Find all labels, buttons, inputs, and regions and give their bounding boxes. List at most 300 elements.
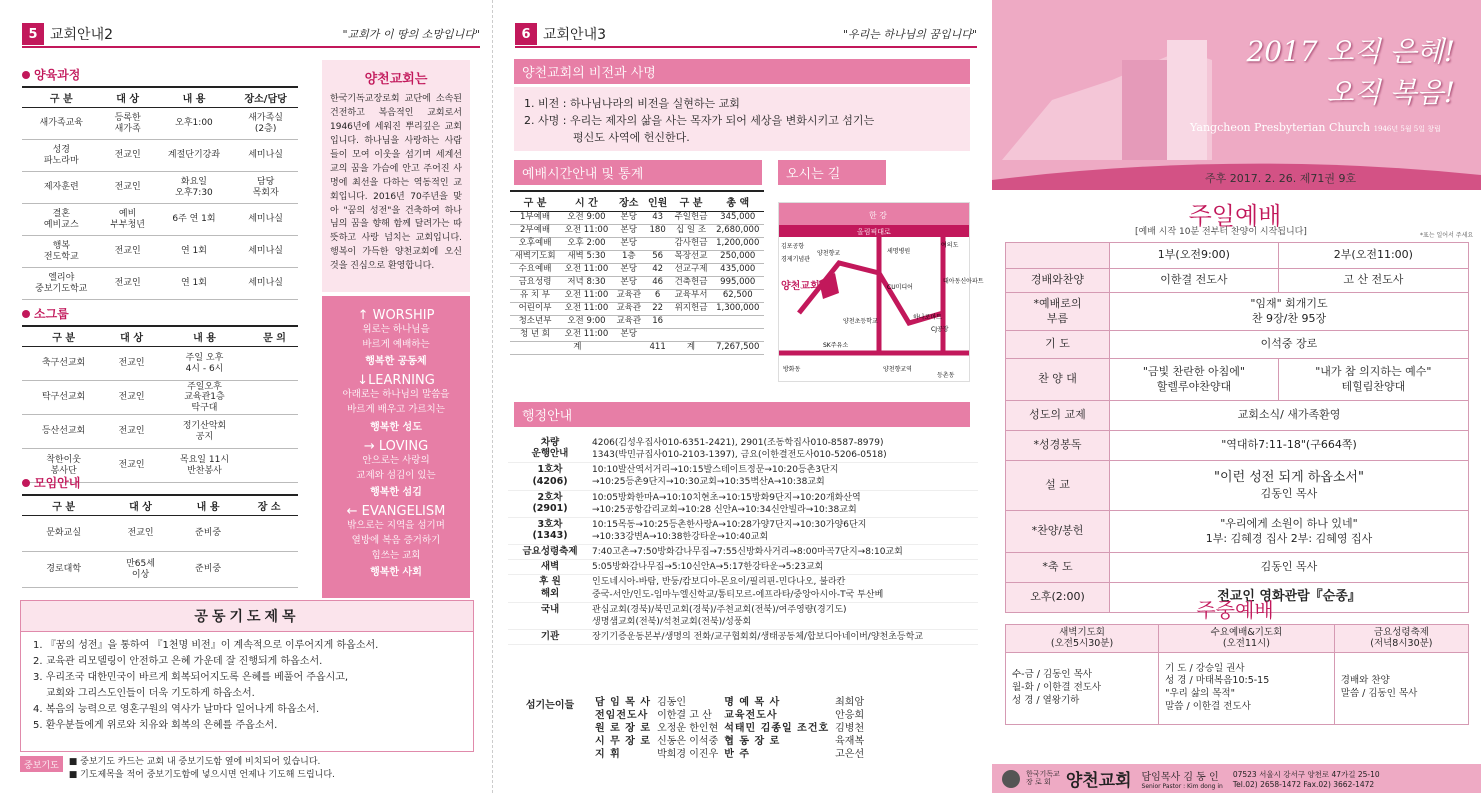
staff-row <box>592 735 867 748</box>
page-number: 5 <box>22 23 44 45</box>
table-cell: 문화교실 <box>22 516 105 552</box>
admin-value: 관심교회(경북)/북민교회(경북)/주천교회(전북)/여주영량(경기도) 생명샘교회(전북)/석천교회(전북)/성풍회 <box>592 604 847 627</box>
table-cell: 교육관 <box>613 316 645 329</box>
admin-row <box>508 491 978 518</box>
page-number: 6 <box>515 23 537 45</box>
table-cell: 전교인 <box>101 140 155 172</box>
table-cell: 축구선교회 <box>22 347 105 381</box>
table-cell: 세미나실 <box>233 140 298 172</box>
table-cell: 전교인 <box>101 172 155 204</box>
table-cell: 6 <box>645 290 671 303</box>
table-cell: 교육관 <box>613 303 645 316</box>
founded-date: 1946년 5월 5일 창립 <box>1373 125 1441 133</box>
table-row <box>22 140 298 172</box>
fellowship: 교회소식/ 새가족환영 <box>1110 401 1469 431</box>
value-line: 바르게 예배하는 <box>362 338 430 350</box>
column-header: 금요성령축제 (저녁8시30분) <box>1334 625 1468 653</box>
staff-cell: 전임전도사 <box>595 710 649 721</box>
intro-body: 한국기독교장로회 교단에 소속된 건전하고 복음적인 교회로서 1946년에 세워진 뿌리깊은 교회입니다. 하나님을 사랑하는 사람들이 모여 이웃을 섬기며 세계선교의 꿈을 가슴에 안고 주어진 사명에 최선을 다하는 역동적인 교회입니다. 2016년 70주년을 맞아 "꿈의 성전"을 건축하여 하나님의 꿈을 향해 함께 달려가는 따뜻하고 사랑 넘치는 교회입니다. 행복이 가득한 양천교회에 오신 것을 진심으로 환영합니다. <box>330 94 462 272</box>
admin-value: 10:15목동→10:25등촌한사랑A→10:28가양7단지→10:30가양6단지 →10:33강변A→10:38한강타운→10:40교회 <box>592 519 867 542</box>
order-label: *성경봉독 <box>1006 431 1110 461</box>
value-heading: → LOVING <box>363 438 429 454</box>
meeting-table <box>22 494 298 588</box>
weekday-service-table <box>1005 624 1469 725</box>
mission-line: 2. 사명 : 우리는 제자의 삶을 사는 목자가 되어 세상을 변화시키고 섬기는 <box>524 114 875 128</box>
table-cell: 준비중 <box>176 516 241 552</box>
table-cell: 목장선교 <box>671 251 712 264</box>
staff-row <box>592 722 867 735</box>
column-header: 문 의 <box>251 326 298 347</box>
table-row <box>22 268 298 300</box>
admin-row <box>508 436 978 463</box>
column-header: 대 상 <box>101 87 155 108</box>
table-cell <box>711 329 764 342</box>
denomination: 한국기독교 장 로 회 <box>1026 769 1060 786</box>
staff-cell: 원 로 장 로 <box>595 723 652 734</box>
column-header: 구 분 <box>22 326 105 347</box>
column-header: 새벽기도회 (오전5시30분) <box>1006 625 1159 653</box>
mission-line-cont: 평신도 사역에 헌신한다. <box>573 131 690 145</box>
table-row <box>22 236 298 268</box>
order-label: 경배와찬양 <box>1006 269 1110 293</box>
map-label: CJ공장 <box>931 326 949 333</box>
admin-key: 국내 <box>540 603 560 615</box>
staff-cell: 박희경 이진우 <box>657 749 719 760</box>
choir-1: "금빛 찬란한 아침에" 할렐루야찬양대 <box>1110 359 1279 401</box>
table-cell: 저녁 8:30 <box>560 277 613 290</box>
table-cell: 주일오후 교육관1층 탁구대 <box>158 381 251 415</box>
table-cell: 목요일 11시 반찬봉사 <box>158 449 251 483</box>
prayer-item: 2. 교육관 리모델링이 안전하고 은혜 가운데 잘 진행되게 하옵소서. <box>33 656 323 667</box>
staff-cell: 육재복 <box>835 736 865 747</box>
table-cell: 7,267,500 <box>711 342 764 355</box>
table-cell: 오후예배 <box>510 238 560 251</box>
intercession-line: ■ 중보기도 카드는 교회 내 중보기도함 옆에 비치되어 있습니다. <box>68 757 321 767</box>
nurture-heading: 양육과정 <box>22 66 80 83</box>
vision-line: 1. 비전 : 하나님나라의 비전을 실현하는 교회 <box>524 97 740 110</box>
table-cell: 42 <box>645 264 671 277</box>
column-header: 구 분 <box>22 87 101 108</box>
intercession-note <box>20 756 335 781</box>
table-cell <box>240 552 298 588</box>
table-cell: 전교인 <box>105 381 158 415</box>
table-cell: 새가족교육 <box>22 108 101 140</box>
admin-row <box>508 575 978 602</box>
table-cell: 180 <box>645 225 671 238</box>
table-cell: 오전 9:00 <box>560 212 613 225</box>
service-1-col: 1부(오전9:00) <box>1110 243 1279 269</box>
table-cell: 만65세 이상 <box>105 552 176 588</box>
table-row <box>22 415 298 449</box>
smallgroup-table <box>22 325 298 483</box>
total-row <box>510 342 764 355</box>
staff-row <box>592 748 867 761</box>
table-cell <box>240 516 298 552</box>
table-cell: 감사헌금 <box>671 238 712 251</box>
staff-cell: 석태민 김종일 조건호 <box>724 723 830 734</box>
order-label: 설 교 <box>1006 461 1110 511</box>
table-cell: 계절단기강좌 <box>155 140 234 172</box>
table-cell: 995,000 <box>711 277 764 290</box>
table-cell: 전교인 <box>105 516 176 552</box>
order-label: *축 도 <box>1006 553 1110 583</box>
table-cell: 교육부서 <box>671 290 712 303</box>
column-header: 내 용 <box>155 87 234 108</box>
scripture-reading: "역대하7:11-18"(구664쪽) <box>1110 431 1469 461</box>
staff-cell: 담 임 목 사 <box>595 697 652 708</box>
order-label: *찬양/봉헌 <box>1006 511 1110 553</box>
table-cell: 등산선교회 <box>22 415 105 449</box>
church-building-image <box>1122 60 1172 160</box>
admin-row <box>508 603 978 630</box>
prayer-leader: 이석중 장로 <box>1110 331 1469 359</box>
table-row <box>22 172 298 204</box>
table-cell: 오전 11:00 <box>560 225 613 238</box>
pastor: 담임목사 김 동 인 <box>1141 771 1219 783</box>
prayer-item: 5. 환우분들에게 위로와 치유와 회복의 은혜를 주옵소서. <box>33 720 278 731</box>
year-theme-line: 오직 복음! <box>1326 75 1455 109</box>
table-cell: 건축헌금 <box>671 277 712 290</box>
issue-info: 주후 2017. 2. 26. 제71권 9호 <box>1205 172 1357 185</box>
table-cell <box>251 415 298 449</box>
table-cell: 선교구제 <box>671 264 712 277</box>
call-to-worship: "임재" 회개기도 찬 9장/찬 95장 <box>1110 293 1469 331</box>
praise-leader-1: 이한결 전도사 <box>1110 269 1279 293</box>
admin-key: 차량 운행안내 <box>531 437 569 460</box>
table-cell: 위지헌금 <box>671 303 712 316</box>
table-cell <box>711 316 764 329</box>
contact-block <box>1233 769 1380 789</box>
table-cell: 계 <box>510 342 645 355</box>
table-cell: 주일 오후 4시 - 6시 <box>158 347 251 381</box>
staff-row <box>592 696 867 709</box>
table-cell: 주일헌금 <box>671 212 712 225</box>
table-cell: 435,000 <box>711 264 764 277</box>
prayer-topics-box <box>20 600 474 752</box>
table-cell: 오전 11:00 <box>560 264 613 277</box>
column-header: 장 소 <box>240 495 298 516</box>
page-title: 교회안내3 <box>543 27 607 43</box>
table-cell: 정기산악회 공지 <box>158 415 251 449</box>
table-row <box>510 238 764 251</box>
table-cell: 1,200,000 <box>711 238 764 251</box>
church-name: 양천교회 <box>1065 771 1132 791</box>
staff-table <box>592 696 867 761</box>
map-label: 김포공항 <box>781 243 805 250</box>
admin-row <box>508 630 978 645</box>
staff-cell: 이한결 고 산 <box>657 710 712 721</box>
benediction: 김동인 목사 <box>1110 553 1469 583</box>
weekly-cell: 기 도 / 강승일 권사 성 경 / 마태복음10:5-15 "우리 삶의 목적" 말씀 / 이한결 전도사 <box>1159 652 1335 724</box>
page-5-header <box>22 22 480 48</box>
table-cell: 엘리야 중보기도학교 <box>22 268 101 300</box>
table-cell <box>251 381 298 415</box>
table-cell: 250,000 <box>711 251 764 264</box>
order-label: 기 도 <box>1006 331 1110 359</box>
table-cell: 예비 부부청년 <box>101 204 155 236</box>
table-cell: 오전 11:00 <box>560 303 613 316</box>
table-cell: 62,500 <box>711 290 764 303</box>
page-slogan: "교회가 이 땅의 소망입니다" <box>342 28 480 41</box>
prayer-item: 3. 우리조국 대한민국이 바르게 회복되어지도록 은혜를 베풀어 주옵시고, <box>33 672 349 683</box>
table-cell: 22 <box>645 303 671 316</box>
staff-cell: 신동은 이석중 <box>657 736 719 747</box>
column-header: 내 용 <box>176 495 241 516</box>
table-cell: 제자훈련 <box>22 172 101 204</box>
table-cell: 1층 <box>613 251 645 264</box>
table-cell: 2,680,000 <box>711 225 764 238</box>
table-row <box>510 225 764 238</box>
table-cell <box>645 238 671 251</box>
map-label: CU미디어 <box>887 284 913 291</box>
weekly-cell: 수-금 / 김동인 목사 월-화 / 이한결 전도사 성 경 / 열왕기하 <box>1006 652 1159 724</box>
sunday-order-table <box>1005 242 1469 613</box>
bullet-icon <box>22 71 30 79</box>
column-header: 구 분 <box>22 495 105 516</box>
table-cell: 등록한 새가족 <box>101 108 155 140</box>
value-heading: ↑ WORSHIP <box>357 308 435 323</box>
value-heading: ↓LEARNING <box>357 373 435 389</box>
table-cell: 새가족실 (2층) <box>233 108 298 140</box>
intro-title: 양천교회는 <box>364 72 428 87</box>
table-cell: 6주 연 1회 <box>155 204 234 236</box>
footer-bar <box>992 764 1481 793</box>
table-cell: 새벽기도회 <box>510 251 560 264</box>
table-row <box>510 277 764 290</box>
column-header: 인원 <box>645 191 671 212</box>
table-cell: 결혼 예비교스 <box>22 204 101 236</box>
church-english-name: Yangcheon Presbyterian Church 1946년 5월 5일 창립 <box>1190 121 1441 134</box>
column-header: 구 분 <box>510 191 560 212</box>
table-cell: 화요일 오후7:30 <box>155 172 234 204</box>
value-line: 아래로는 하나님의 말씀을 <box>342 389 450 401</box>
column-header: 대 상 <box>105 326 158 347</box>
church-building-image <box>1167 40 1207 160</box>
admin-value: 장기기증운동본부/생명의 전화/교구협회회/생태공동체/합보디아네이버/양천초등학교 <box>592 631 924 642</box>
church-marker-icon <box>819 273 839 299</box>
table-cell: 청소년부 <box>510 316 560 329</box>
map-label: 여의도 <box>941 242 959 249</box>
map-label: 양천향교 <box>817 250 841 257</box>
location-map <box>778 202 984 382</box>
pastor-en: Senior Pastor : Kim dong in <box>1141 782 1223 790</box>
admin-value: 4206(김성우집사010-6351-2421), 2901(조동학집사010-8587-8979) 1343(박민규집사010-2103-1397), 금요(이한결전도사010-5206-0518) <box>592 438 887 461</box>
table-cell: 전교인 <box>101 268 155 300</box>
admin-key: 기관 <box>540 630 560 642</box>
table-cell: 411 <box>645 342 671 355</box>
table-cell: 세미나실 <box>233 268 298 300</box>
value-summary: 행복한 섬김 <box>370 487 422 499</box>
staff-block <box>508 696 978 761</box>
table-cell: 오전 9:00 <box>560 316 613 329</box>
staff-cell: 협 동 장 로 <box>724 736 781 747</box>
services-heading: 예배시간안내 및 통계 <box>514 160 762 185</box>
services-table <box>510 190 764 355</box>
table-cell <box>645 329 671 342</box>
admin-list <box>508 436 978 645</box>
table-cell: 본당 <box>613 277 645 290</box>
table-cell: 경로대학 <box>22 552 105 588</box>
table-row <box>510 329 764 342</box>
table-cell <box>671 329 712 342</box>
staff-cell: 시 무 장 로 <box>595 736 652 747</box>
map-label: 올림픽대로 <box>857 228 891 236</box>
admin-row <box>508 518 978 545</box>
map-label: 한 강 <box>869 211 887 220</box>
value-summary: 행복한 성도 <box>370 421 422 433</box>
map-heading: 오시는 길 <box>778 160 886 185</box>
table-cell: 연 1회 <box>155 268 234 300</box>
table-row <box>22 552 298 588</box>
table-row <box>510 264 764 277</box>
table-cell: 오전 11:00 <box>560 290 613 303</box>
order-label: 성도의 교제 <box>1006 401 1110 431</box>
table-cell: 본당 <box>613 329 645 342</box>
year-theme-line: 2017 오직 은혜! <box>1246 35 1455 68</box>
admin-key: 2호차 (2901) <box>532 491 568 514</box>
table-cell: 청 년 회 <box>510 329 560 342</box>
offering-song: "우리에게 소원이 하나 있네" 1부: 김혜경 집사 2부: 김혜영 집사 <box>1110 511 1469 553</box>
meeting-heading: 모임안내 <box>22 474 80 491</box>
value-line: 열방에 복음 증거하기 <box>351 535 441 547</box>
admin-value: 7:40고촌→7:50방화감나무집→7:55신방화사거리→8:00마곡7단지→8:10교회 <box>592 547 903 558</box>
order-label: *예배로의 부름 <box>1006 293 1110 331</box>
praise-leader-2: 고 산 전도사 <box>1278 269 1468 293</box>
admin-key: 3호차 (1343) <box>532 518 568 542</box>
table-row <box>510 251 764 264</box>
table-row <box>22 516 298 552</box>
page-6-header <box>515 22 977 48</box>
map-label: 양천초등학교 <box>843 318 878 325</box>
page-5 <box>0 0 492 793</box>
admin-value: 인도네시아-바탐, 반둥/캄보디아-몬요이/필리핀-민다나오, 불라칸 중국-서안/인도-임마누엘신학교/통티모르-에프라타/중앙아시아-T국 투산베 <box>592 577 884 600</box>
intercession-tag: 중보기도 <box>20 756 63 772</box>
table-cell: 16 <box>645 316 671 329</box>
column-header: 장소/담당 <box>233 87 298 108</box>
table-cell: 56 <box>645 251 671 264</box>
admin-row <box>508 463 978 490</box>
column-header: 시 간 <box>560 191 613 212</box>
order-label: 오후(2:00) <box>1006 583 1110 613</box>
staff-cell: 교육전도사 <box>724 710 778 721</box>
staff-cell: 안응희 <box>835 710 865 721</box>
vision-box <box>514 87 970 151</box>
map-label: 대아동신아파트 <box>943 278 984 285</box>
table-cell: 2부예배 <box>510 225 560 238</box>
map-label: 경제기념관 <box>781 256 810 263</box>
table-cell: 오후 2:00 <box>560 238 613 251</box>
table-cell: 전교인 <box>101 236 155 268</box>
table-cell: 수요예배 <box>510 264 560 277</box>
table-row <box>510 316 764 329</box>
table-cell <box>251 347 298 381</box>
table-cell: 세미나실 <box>233 204 298 236</box>
map-label: 방화동 <box>783 366 801 373</box>
prayer-list <box>21 632 473 740</box>
table-cell: 어린이부 <box>510 303 560 316</box>
denomination-logo-icon <box>1002 770 1020 788</box>
table-row <box>510 212 764 225</box>
service-2-col: 2부(오전11:00) <box>1278 243 1468 269</box>
table-cell: 착한이웃 봉사단 <box>22 449 105 483</box>
table-cell: 본당 <box>613 225 645 238</box>
smallgroup-heading: 소그룹 <box>22 305 69 322</box>
stand-note: *표는 일어서 주세요 <box>1420 232 1474 239</box>
admin-value: 5:05방화감나무집→5:10신안A→5:17한강타운→5:23교회 <box>592 562 824 573</box>
prayer-title: 공동기도제목 <box>21 601 473 632</box>
table-cell: 세미나실 <box>233 236 298 268</box>
year-theme <box>1215 32 1455 113</box>
table-row <box>510 303 764 316</box>
value-summary: 행복한 공동체 <box>365 356 427 368</box>
admin-row <box>508 545 978 560</box>
table-row <box>22 204 298 236</box>
column-header: 수요예배&기도회 (오전11시) <box>1159 625 1335 653</box>
table-cell <box>251 449 298 483</box>
map-label: SK주유소 <box>823 342 849 349</box>
value-line: 안으로는 사랑의 <box>362 454 430 466</box>
sunday-service-title: 주일예배 <box>1188 202 1282 230</box>
staff-cell: 김동인 <box>657 697 687 708</box>
table-cell: 오후1:00 <box>155 108 234 140</box>
table-cell: 준비중 <box>176 552 241 588</box>
order-label: 찬 양 대 <box>1006 359 1110 401</box>
column-header: 장소 <box>613 191 645 212</box>
table-cell: 345,000 <box>711 212 764 225</box>
table-cell: 연 1회 <box>155 236 234 268</box>
value-line: 밖으로는 지역을 섬기며 <box>347 520 445 532</box>
vision-heading: 양천교회의 비전과 사명 <box>514 59 970 84</box>
sermon-title: "이런 성전 되게 하옵소서" <box>1214 469 1364 485</box>
map-label: 등촌동 <box>937 372 955 379</box>
table-cell <box>671 316 712 329</box>
prayer-item: 1. 『꿈의 성전』을 통하여 『1천명 비전』이 계속적으로 이루어지게 하옵소서. <box>33 640 379 651</box>
admin-key: 1호차 (4206) <box>532 464 568 487</box>
church-intro-box <box>322 60 470 292</box>
staff-cell: 김병천 <box>835 723 865 734</box>
staff-label: 섬기는이들 <box>525 700 575 711</box>
weekday-service-title: 주중예배 <box>1196 598 1274 622</box>
table-cell: 십 일 조 <box>671 225 712 238</box>
table-cell: 행복 전도학교 <box>22 236 101 268</box>
value-line: 힘쓰는 교회 <box>371 549 421 561</box>
phone-fax: Tel.02) 2658-1472 Fax.02) 3662-1472 <box>1232 779 1375 789</box>
service-start-note: [예배 시작 10분 전부터 찬양이 시작됩니다] <box>1135 227 1307 237</box>
admin-key: 후 원 해외 <box>539 576 561 599</box>
table-cell: 전교인 <box>105 415 158 449</box>
admin-value: 10:10발산역서거리→10:15발스테이트정문→10:20등촌3단지 →10:25등촌9단지→10:30교회→10:35벽산A→10:38교회 <box>592 465 839 488</box>
admin-key: 금요성령축제 <box>522 546 578 558</box>
table-cell: 교육관 <box>613 290 645 303</box>
table-cell: 본당 <box>613 238 645 251</box>
table-row <box>22 347 298 381</box>
table-row <box>510 290 764 303</box>
table-cell: 새벽 5:30 <box>560 251 613 264</box>
address: 07523 서울시 강서구 양천로 47가길 25-10 <box>1232 769 1380 779</box>
weekly-cell: 경배와 찬양 말씀 / 김동인 목사 <box>1334 652 1468 724</box>
bullet-icon <box>22 479 30 487</box>
value-line: 위로는 하나님을 <box>362 324 430 335</box>
prayer-item: 4. 복음의 능력으로 영혼구원의 역사가 날마다 일어나게 하옵소서. <box>33 704 320 715</box>
table-row <box>22 108 298 140</box>
table-cell: 본당 <box>613 264 645 277</box>
column-header: 구 분 <box>671 191 712 212</box>
table-cell: 본당 <box>613 212 645 225</box>
table-cell: 전교인 <box>105 347 158 381</box>
table-cell: 전교인 <box>105 449 158 483</box>
table-cell: 계 <box>671 342 712 355</box>
staff-cell: 명 예 목 사 <box>724 697 781 708</box>
